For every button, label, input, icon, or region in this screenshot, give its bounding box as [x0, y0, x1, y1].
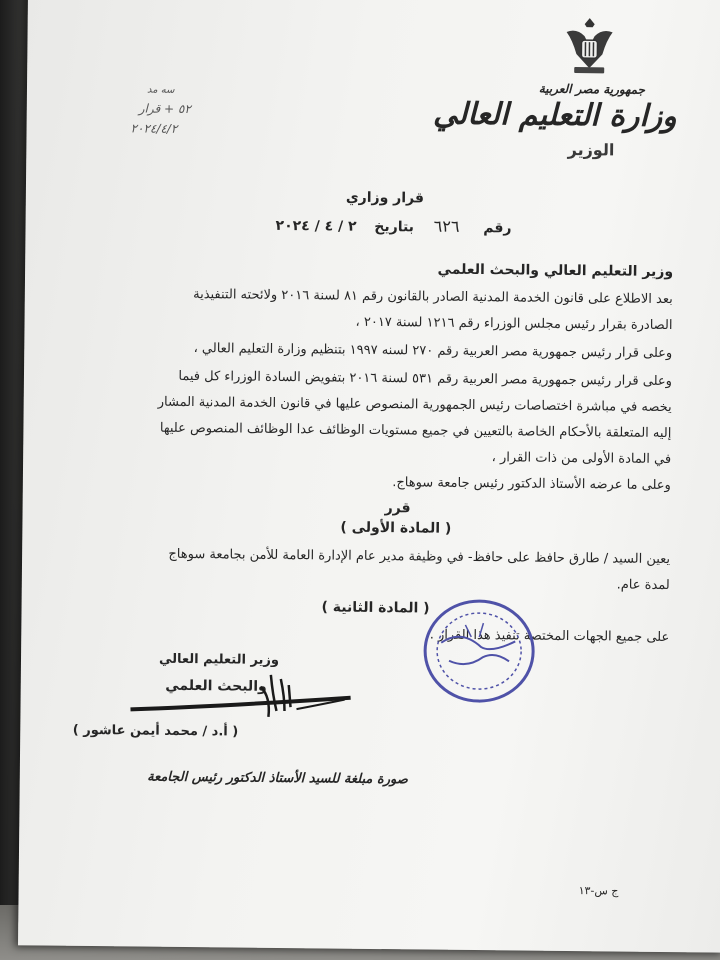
decree-date-label: بتاريخ [374, 218, 415, 236]
decided-heading: قرر [384, 500, 411, 517]
decree-number: ٦٢٦ [433, 216, 460, 236]
paragraph-3-line-4: في المادة الأولى من ذات القرار ، [491, 450, 672, 468]
article-1-heading: ( المادة الأولى ) [340, 519, 452, 537]
footer-code: ج س-١٣ [578, 884, 619, 898]
article-2-text: على جميع الجهات المختصة تنفيذ هذا القرار . [429, 627, 670, 646]
signature-title-line-2: والبحث العلمي [165, 677, 267, 695]
paragraph-3-line-1: وعلى قرار رئيس جمهورية مصر العربية رقم ٥٣١ لسنة ٢٠١٦ بتفويض السادة الوزراء كل فيما [178, 368, 673, 390]
decree-title: قرار وزاري [345, 189, 425, 207]
paragraph-1-line-2: الصادرة بقرار رئيس مجلس الوزراء رقم ١٢١٦ لسنة ٢٠١٧ ، [355, 314, 673, 334]
eagle-emblem-icon [560, 14, 619, 77]
country-name: جمهورية مصر العربية [538, 81, 646, 97]
handwritten-note-date: ٢٠٢٤/٤/٢ [130, 121, 178, 136]
minister-name: ( أ.د / محمد أيمن عاشور ) [72, 722, 239, 740]
official-seal-stamp [421, 594, 538, 707]
ministry-name: وزارة التعليم العالي [432, 96, 677, 135]
paragraph-1-line-1: بعد الاطلاع على قانون الخدمة المدنية الصادر بالقانون رقم ٨١ لسنة ٢٠١٦ ولائحته التنفيذية [193, 287, 673, 308]
body-heading: وزير التعليم العالي والبحث العلمي [437, 261, 674, 281]
handwritten-note-line2: ٥٢ + قرار [138, 101, 191, 117]
copy-note: صورة مبلغة للسيد الأستاذ الدكتور رئيس الجامعة [147, 769, 408, 788]
article-1-line-2: لمدة عام. [616, 577, 670, 594]
article-2-heading: ( المادة الثانية ) [321, 599, 430, 617]
minister-label: الوزير [567, 139, 615, 160]
paragraph-4: وعلى ما عرضه الأستاذ الدكتور رئيس جامعة سوهاج. [392, 475, 671, 494]
signature-title-line-1: وزير التعليم العالي [158, 651, 280, 668]
paragraph-3-line-3: إليه المتعلقة بالأحكام الخاصة بالتعيين في جميع مستويات الوظائف عدا الوظائف المنصوص عليها [159, 420, 672, 442]
paragraph-2: وعلى قرار رئيس جمهورية مصر العربية رقم ٢٧٠ لسنه ١٩٩٧ بتنظيم وزارة التعليم العالي ، [193, 341, 673, 362]
decree-number-label: رقم [483, 220, 512, 237]
decree-number-line [275, 215, 511, 236]
article-1-line-1: يعين السيد / طارق حافظ على حافظ- في وظيفة مدير عام الإدارة العامة للأمن بجامعة سوهاج [168, 546, 671, 568]
decree-date: ٢ / ٤ / ٢٠٢٤ [275, 217, 357, 235]
handwritten-note-line1: سه مد [146, 84, 175, 96]
paragraph-3-line-2: يخصه في مباشرة اختصاصات رئيس الجمهورية المنصوص عليها في قانون الخدمة المدنية المشار [157, 394, 672, 416]
decree-document [18, 0, 720, 953]
